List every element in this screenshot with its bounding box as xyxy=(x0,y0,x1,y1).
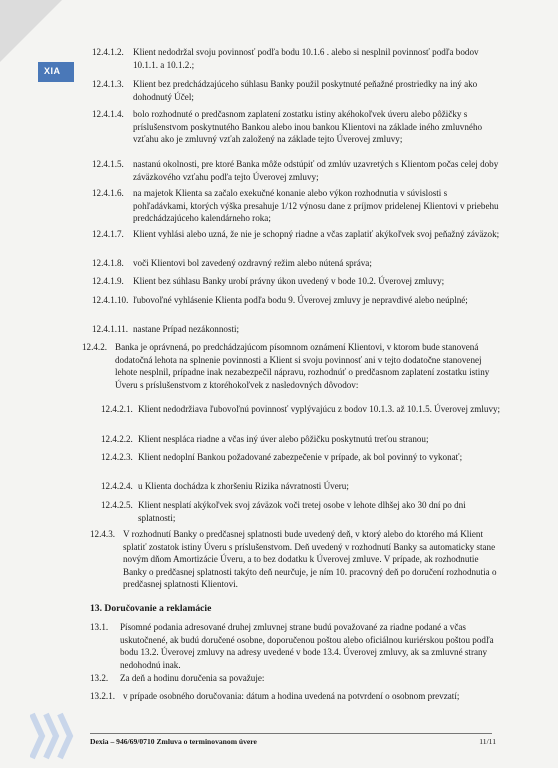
clause-text: Klient nedodržal svoju povinnosť podľa bodu 10.1.6 . alebo si nesplnil povinnosť podľa bodov 10.1.1. a 10.1.2.; xyxy=(133,47,479,70)
clause-text: Klient nesplácа riadne a včas iný úver alebo pôžičku poskytnutú treťou stranou; xyxy=(138,434,429,444)
clause-text: ľubovoľné vyhlásenie Klienta podľa bodu 9. Úverovej zmluvy je nepravdivé alebo neúplné; xyxy=(133,295,468,305)
clause-number: 12.4.2.3. xyxy=(101,452,133,462)
dexia-logo-text: XIA xyxy=(44,66,61,76)
clause-text: bolo rozhodnuté o predčasnom zaplatení zostatku istiny akéhokoľvek úveru alebo pôžičky s príslušenstvom poskytnutého Bankou alebo inou bankou Klientovi na základe iného zmluvného vzťahu ako je zmluvný vzťah založený na základe tejto Úverovej zmluvy; xyxy=(133,109,483,144)
clause-number: 12.4.1.4. xyxy=(92,109,124,119)
footer-document-reference: Dexia – 946/69/0710 Zmluva o terminovanom úvere xyxy=(90,737,257,746)
clause-number: 12.4.1.7. xyxy=(92,229,124,239)
clause-number: 12.4.1.11. xyxy=(92,324,129,334)
clause-number: 12.4.1.9. xyxy=(92,276,124,286)
clause-number: 12.4.1.10. xyxy=(92,295,129,305)
clause-text: v prípade osobného doručovania: dátum a hodina uvedená na potvrdení o osobnom prevzatí; xyxy=(123,691,460,701)
clause-text: Klient nedodržiava ľubovoľnú povinnosť vyplývajúcu z bodov 10.1.3. až 10.1.5. Úverovej zmluvy; xyxy=(138,404,501,414)
clause-number: 13.2.1. xyxy=(90,691,116,701)
clause-text: Klient nedoplní Bankou požadované zabezpečenie v prípade, ak bol povinný to vykonať; xyxy=(138,452,463,462)
clause-number: 12.4.2.1. xyxy=(101,404,133,414)
clause-number: 12.4.1.5. xyxy=(92,159,124,169)
clause-text: Za deň a hodinu doručenia sa považuje: xyxy=(120,673,265,683)
clause-text: u Klienta dochádza k zhoršeniu Rizika návratnosti Úveru; xyxy=(138,481,349,491)
clause-text: Klient nesplatí akýkoľvek svoj záväzok voči tretej osobe v lehote dlhšej ako 30 dní po dni splatnosti; xyxy=(138,500,466,523)
footer-divider xyxy=(90,733,492,734)
section-heading: 13. Doručovanie a reklamácie xyxy=(90,603,212,614)
clause-number: 12.4.1.8. xyxy=(92,258,124,268)
clause-text: Banka je oprávnená, po predchádzajúcom písomnom oznámení Klientovi, v ktorom bude stanovená dodatočná lehota na splnenie povinnosti a Klient si svoju povinnosť ani v tejto dodatočne stanovenej lehote nesplnil, prípadne inak nezabezpečil nápravu, rozhodnúť o predčasnom zaplatení zostatku istiny Úveru s príslušenstvom z ktoréhokoľvek z nasledovných dôvodov: xyxy=(115,342,490,390)
clause-text: nastanú okolnosti, pre ktoré Banka môže odstúpiť od zmlúv uzavretých s Klientom počas celej doby záväzkového vzťahu podľa tejto Úverovej zmluvy; xyxy=(133,159,499,182)
clause-text: Klient bez súhlasu Banky urobí právny úkon uvedený v bode 10.2. Úverovej zmluvy; xyxy=(133,276,445,286)
clause-text: Klient vyhlási alebo uzná, že nie je schopný riadne a včas zaplatiť akýkoľvek svoj peňažný záväzok; xyxy=(133,229,500,239)
clause-number: 12.4.2.5. xyxy=(101,500,133,510)
clause-number: 12.4.2. xyxy=(82,342,108,352)
dexia-chevrons-icon xyxy=(30,712,80,760)
clause-text: voči Klientovi bol zavedený ozdravný režim alebo nútená správa; xyxy=(133,258,372,268)
clause-number: 12.4.2.4. xyxy=(101,481,133,491)
clause-number: 12.4.1.2. xyxy=(92,47,124,57)
footer-page-number: 11/11 xyxy=(479,737,496,746)
clause-number: 13.2. xyxy=(90,673,109,683)
clause-number: 12.4.3. xyxy=(90,529,116,539)
clause-text: nastane Prípad nezákonnosti; xyxy=(133,324,240,334)
clause-number: 12.4.2.2. xyxy=(101,434,133,444)
clause-number: 13.1. xyxy=(90,622,109,632)
clause-number: 12.4.1.3. xyxy=(92,79,124,89)
clause-text: V rozhodnutí Banky o predčasnej splatnosti bude uvedený deň, v ktorý alebo do ktorého má Klient splatiť zostatok istiny Úveru s príslušenstvom. Deň uvedený v rozhodnutí Banky sa automaticky stane novým dňom Amortizácie Úveru, a to bez dodatku k Úverovej zmluve. V prípade, ak rozhodnutie Banky o predčasnej splatnosti takýto deň neurčuje, je ním 10. pracovný deň po doručení rozhodnutia o predčasnej splatnosti Klientovi. xyxy=(123,529,497,589)
clause-text: Písomné podania adresované druhej zmluvnej strane budú považované za riadne podané a včas uskutočnené, ak budú doručené osobne, doporučenou poštou alebo oficiálnou kuriérskou poštou podľa bodu 13.2. Úverovej zmluvy na adresy uvedené v bode 13.4. Úverovej zmluvy, ak sa zmluvné strany nedohodnú inak. xyxy=(120,622,494,670)
clause-number: 12.4.1.6. xyxy=(92,188,124,198)
clause-text: na majetok Klienta sa začalo exekučné konanie alebo výkon rozhodnutia v súvislosti s pohľadávkami, ktorých výška presahuje 1/12 výnosu dane z príjmov pridelenej Klientovi v priebehu predchádzajúceho kalendárneho roka; xyxy=(133,188,499,223)
clause-text: Klient bez predchádzajúceho súhlasu Banky použil poskytnuté peňažné prostriedky na iný ako dohodnutý Účel; xyxy=(133,79,478,102)
page-corner-fold xyxy=(0,0,62,62)
